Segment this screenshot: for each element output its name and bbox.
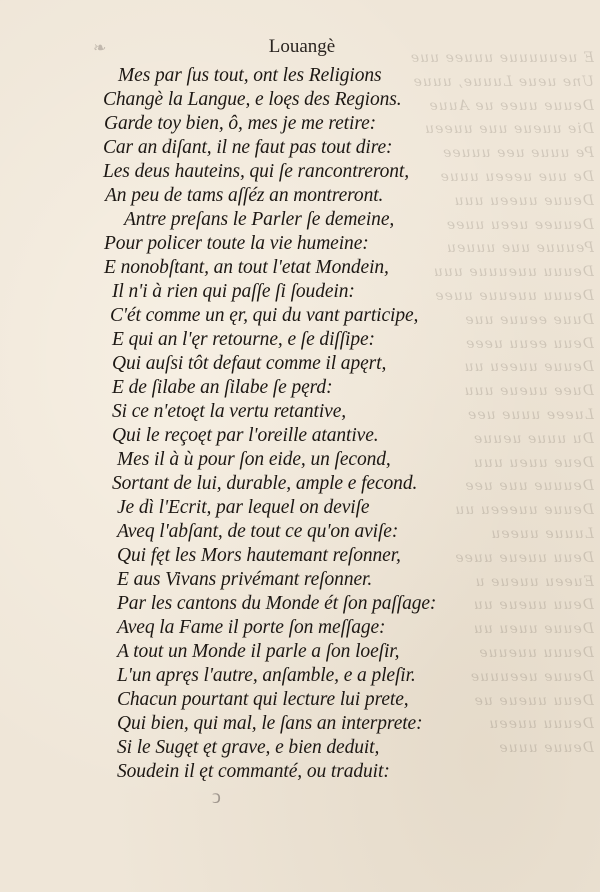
verse-line: E qui an l'ęr retourne, e ſe diſſipe: — [112, 329, 375, 350]
faint-signature-mark: ↄ — [212, 786, 221, 808]
verse-line: C'ét comme un ęr, qui du vant participe, — [110, 305, 419, 326]
running-header — [0, 36, 600, 58]
verse-line: Si ce n'etoęt la vertu retantive, — [112, 401, 347, 422]
verse-line: E aus Vivans privémant reſonner. — [117, 569, 373, 590]
verse-line: Changè la Langue, e loęs des Regions. — [103, 89, 402, 110]
verse-line: Pour policer toute la vie humeine: — [104, 233, 369, 254]
verse-line: Mes il à ù pour ſon eide, un ſecond, — [117, 449, 391, 470]
verse-line: Qui auſsi tôt defaut comme il apęrt, — [112, 353, 387, 374]
verse-line: An peu de tams aſſéz an montreront. — [105, 185, 384, 206]
verse-line: Il n'i à rien qui paſſe ſi ſoudein: — [112, 281, 355, 302]
verse-line: Par les cantons du Monde ét ſon paſſage: — [117, 593, 437, 614]
verse-line: Les deus hauteins, qui ſe rancontreront, — [103, 161, 409, 182]
verse-line: Sortant de lui, durable, ample e fecond. — [112, 473, 418, 494]
page-running-title: Louangè — [268, 36, 336, 57]
verse-line: L'un apręs l'autre, anſamble, e a pleſir. — [117, 665, 416, 686]
verse-line: Aveq l'abſant, de tout ce qu'on aviſe: — [117, 521, 399, 542]
faint-ornament-mark: ❧ — [93, 40, 107, 57]
verse-line: E nonobſtant, an tout l'etat Mondein, — [104, 257, 389, 278]
verse-line: Car an diſant, il ne faut pas tout dire: — [103, 137, 393, 158]
verse-line: Qui fęt les Mors hautemant reſonner, — [117, 545, 401, 566]
verse-line: Je dì l'Ecrit, par lequel on deviſe — [117, 497, 370, 518]
verse-line: E de ſilabe an ſilabe ſe pęrd: — [112, 377, 333, 398]
verse-line: A tout un Monde il parle a ſon loeſir, — [117, 641, 400, 662]
verse-line: Antre preſans le Parler ſe demeine, — [124, 209, 395, 230]
verse-line: Mes par ſus tout, ont les Religions — [118, 65, 382, 86]
verse-line: Qui bien, qui mal, le ſans an interprete: — [117, 713, 423, 734]
verse-line: Garde toy bien, ô, mes je me retire: — [104, 113, 377, 134]
verse-line: Aveq la Fame il porte ſon meſſage: — [117, 617, 386, 638]
reverse-side-show-through: E ueuuuuue uuuee uue Une ueue Luuue, uuue Deuue uuee ue Auue Die uueue uue uueeu Pe uuue uee uuuee De uue ueeeu uuue Deuue uueeu uuu Deuuee ueeu uuee Peuuue uue uuueu Deuuu uueuuue uuu Deuuu uueuue uuee Duue eeuue uue Deuu eeuu ueee Deuue uueeu uu Duee uueue uuu Lueee uuue uee Du uuue ueuue Deue uueu uuu Deuuue uue uee Deuue uueeeu uu Luuue uueeu Deuu uueue uuee Eueeu uueue u Deuu uueue uu Deuue uueu uu Deuuu uueuue Deuue ueeuuue Deuu uueue ue Deuuu uueeu Deuue uuue — [409, 50, 594, 757]
verse-line: Qui le reçoęt par l'oreille atantive. — [112, 425, 379, 446]
verse-line: Si le Sugęt ęt grave, e bien deduit, — [117, 737, 380, 758]
verse-line: Soudein il ęt commanté, ou traduit: — [117, 761, 390, 782]
verse-line: Chacun pourtant qui lecture lui prete, — [117, 689, 409, 710]
